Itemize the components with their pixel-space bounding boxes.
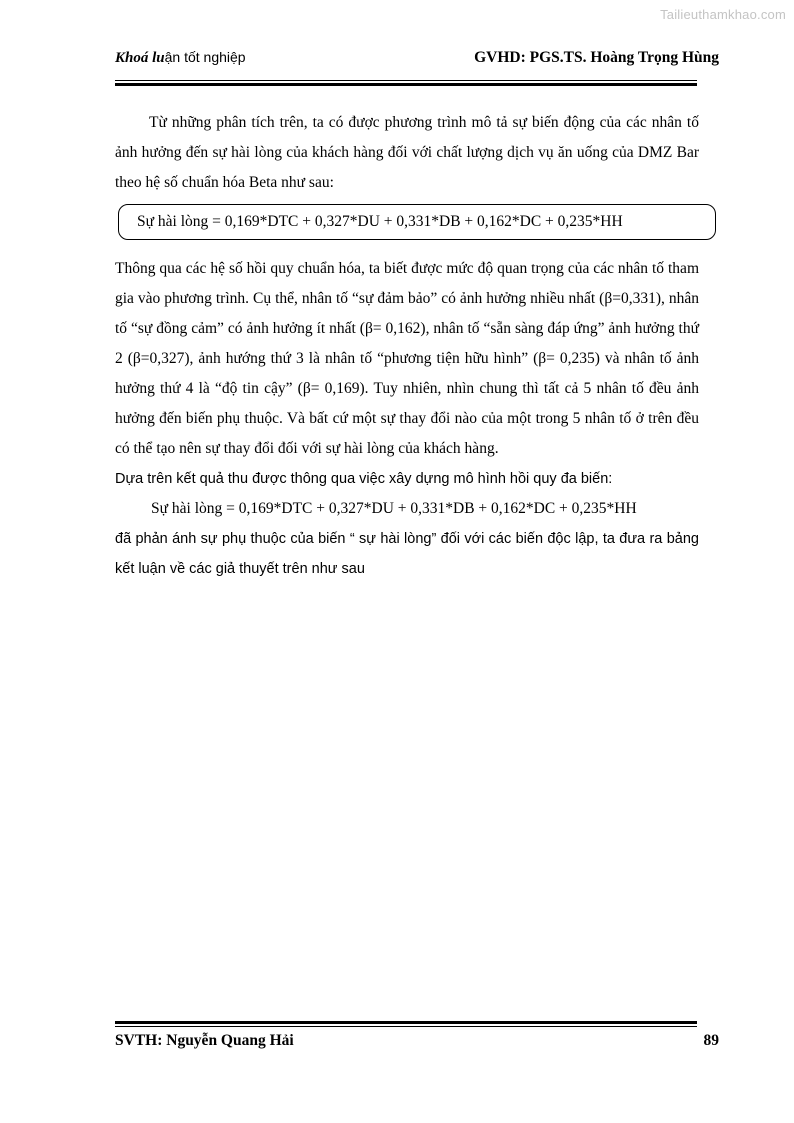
header-thesis-label: [115, 49, 246, 67]
header-rule-thick: [115, 83, 697, 86]
header-advisor: GVHD: PGS.TS. Hoàng Trọng Hùng: [474, 49, 719, 66]
header-thesis-label-rest: ận tốt nghiệp: [164, 49, 246, 65]
paragraph-model-intro: Dựa trên kết quả thu được thông qua việc xây dựng mô hình hồi quy đa biến:: [115, 471, 613, 487]
footer-rule-thin: [115, 1026, 697, 1027]
watermark: Tailieuthamkhao.com: [660, 7, 786, 22]
header-rule-thin: [115, 80, 697, 81]
paragraph-intro: Từ những phân tích trên, ta có được phương trình mô tả sự biến động của các nhân tố ảnh hưởng đến sự hài lòng của khách hàng đối với chất lượng dịch vụ ăn uống của DMZ Bar theo hệ số chuẩn hóa Beta như sau:: [115, 114, 699, 191]
page-number: 89: [703, 1032, 719, 1049]
page-header: [115, 49, 719, 71]
header-thesis-label-italic: Khoá lu: [115, 50, 165, 66]
formula-line: Sự hài lòng = 0,169*DTC + 0,327*DU + 0,331*DB + 0,162*DC + 0,235*HH: [151, 500, 637, 517]
paragraph-conclusion: đã phản ánh sự phụ thuộc của biến “ sự hài lòng” đối với các biến độc lập, ta đưa ra bảng kết luận về các giả thuyết trên như sau: [115, 531, 699, 577]
page-body: [115, 108, 699, 584]
formula-box: Sự hài lòng = 0,169*DTC + 0,327*DU + 0,331*DB + 0,162*DC + 0,235*HH: [118, 204, 716, 240]
paragraph-analysis: Thông qua các hệ số hồi quy chuẩn hóa, ta biết được mức độ quan trọng của các nhân tố tham gia vào phương trình. Cụ thể, nhân tố “sự đảm bảo” có ảnh hưởng nhiều nhất (β=0,331), nhân tố “sự đồng cảm” có ảnh hưởng ít nhất (β= 0,162), nhân tố “sẵn sàng đáp ứng” ảnh hưởng thứ 2 (β=0,327), ảnh hướng thứ 3 là nhân tố “phương tiện hữu hình” (β= 0,235) và nhân tố ảnh hưởng thứ 4 là “độ tin cậy” (β= 0,169). Tuy nhiên, nhìn chung thì tất cả 5 nhân tố đều ảnh hưởng đến biến phụ thuộc. Và bất cứ một sự thay đổi nào của một trong 5 nhân tố ở trên đều có thể tạo nên sự thay đổi đối với sự hài lòng của khách hàng.: [115, 260, 699, 457]
footer-student: SVTH: Nguyễn Quang Hải: [115, 1032, 294, 1049]
page-footer: [115, 1032, 719, 1054]
footer-rule-thick: [115, 1021, 697, 1024]
